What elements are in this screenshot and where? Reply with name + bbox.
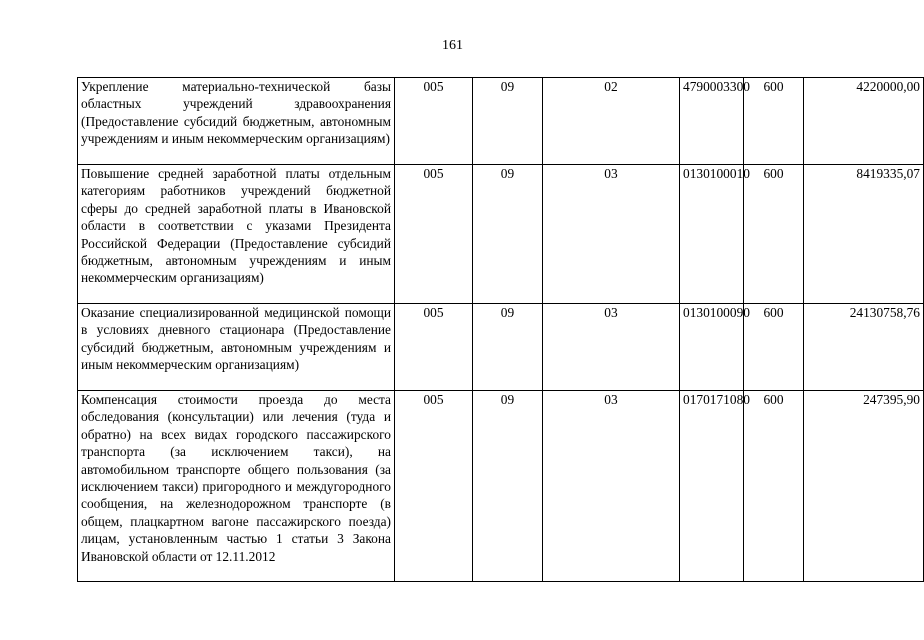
subsection-code: 03 <box>543 304 680 391</box>
row-description <box>78 304 395 391</box>
section-code: 09 <box>473 391 543 582</box>
expense-type-code: 600 <box>744 165 804 304</box>
ministry-code: 005 <box>395 78 473 165</box>
ministry-code: 005 <box>395 165 473 304</box>
table-row <box>78 165 924 304</box>
amount-value: 24130758,76 <box>804 304 924 391</box>
amount-value: 4220000,00 <box>804 78 924 165</box>
subsection-code: 03 <box>543 165 680 304</box>
subsection-code: 03 <box>543 391 680 582</box>
row-description <box>78 391 395 582</box>
expense-type-code: 600 <box>744 304 804 391</box>
budget-table <box>77 77 924 582</box>
row-description <box>78 78 395 165</box>
target-code: 4790003300 <box>680 78 744 165</box>
row-description <box>78 165 395 304</box>
subsection-code: 02 <box>543 78 680 165</box>
amount-value: 8419335,07 <box>804 165 924 304</box>
section-code: 09 <box>473 165 543 304</box>
expense-type-code: 600 <box>744 78 804 165</box>
row-description-text: Компенсация стоимости проезда до места обследования (консультации) или лечения (туда и обратно) на всех видах городского пассажирского транспорта (за исключением такси), на автомобильном транспорте общего пользования (за исключением такси) пригородного и междугородного сообщения, на железнодорожном транспорте (в общем, плацкартном вагоне пассажирского поезда) лицам, установленным частью 1 статьи 3 Закона Ивановской области от 12.11.2012 <box>81 392 391 564</box>
ministry-code: 005 <box>395 391 473 582</box>
target-code: 0170171080 <box>680 391 744 582</box>
table-row <box>78 304 924 391</box>
table-row <box>78 78 924 165</box>
row-description-text: Укрепление материально-технической базы областных учреждений здравоохранения (Предоставление субсидий бюджетным, автономным учреждениям и иным некоммерческим организациям) <box>81 79 391 147</box>
expense-type-code: 600 <box>744 391 804 582</box>
target-code: 0130100010 <box>680 165 744 304</box>
section-code: 09 <box>473 304 543 391</box>
target-code: 0130100090 <box>680 304 744 391</box>
row-description-text: Оказание специализированной медицинской помощи в условиях дневного стационара (Предоставление субсидий бюджетным, автономным учреждениям и иным некоммерческим организациям) <box>81 305 391 373</box>
row-description-text: Повышение средней заработной платы отдельным категориям работников учреждений бюджетной сферы до средней заработной платы в Ивановской области в соответствии с указами Президента Российской Федерации (Предоставление субсидий бюджетным, автономным учреждениям и иным некоммерческим организациям) <box>81 166 391 286</box>
section-code: 09 <box>473 78 543 165</box>
page-number: 161 <box>442 38 463 53</box>
ministry-code: 005 <box>395 304 473 391</box>
table-row <box>78 391 924 582</box>
amount-value: 247395,90 <box>804 391 924 582</box>
